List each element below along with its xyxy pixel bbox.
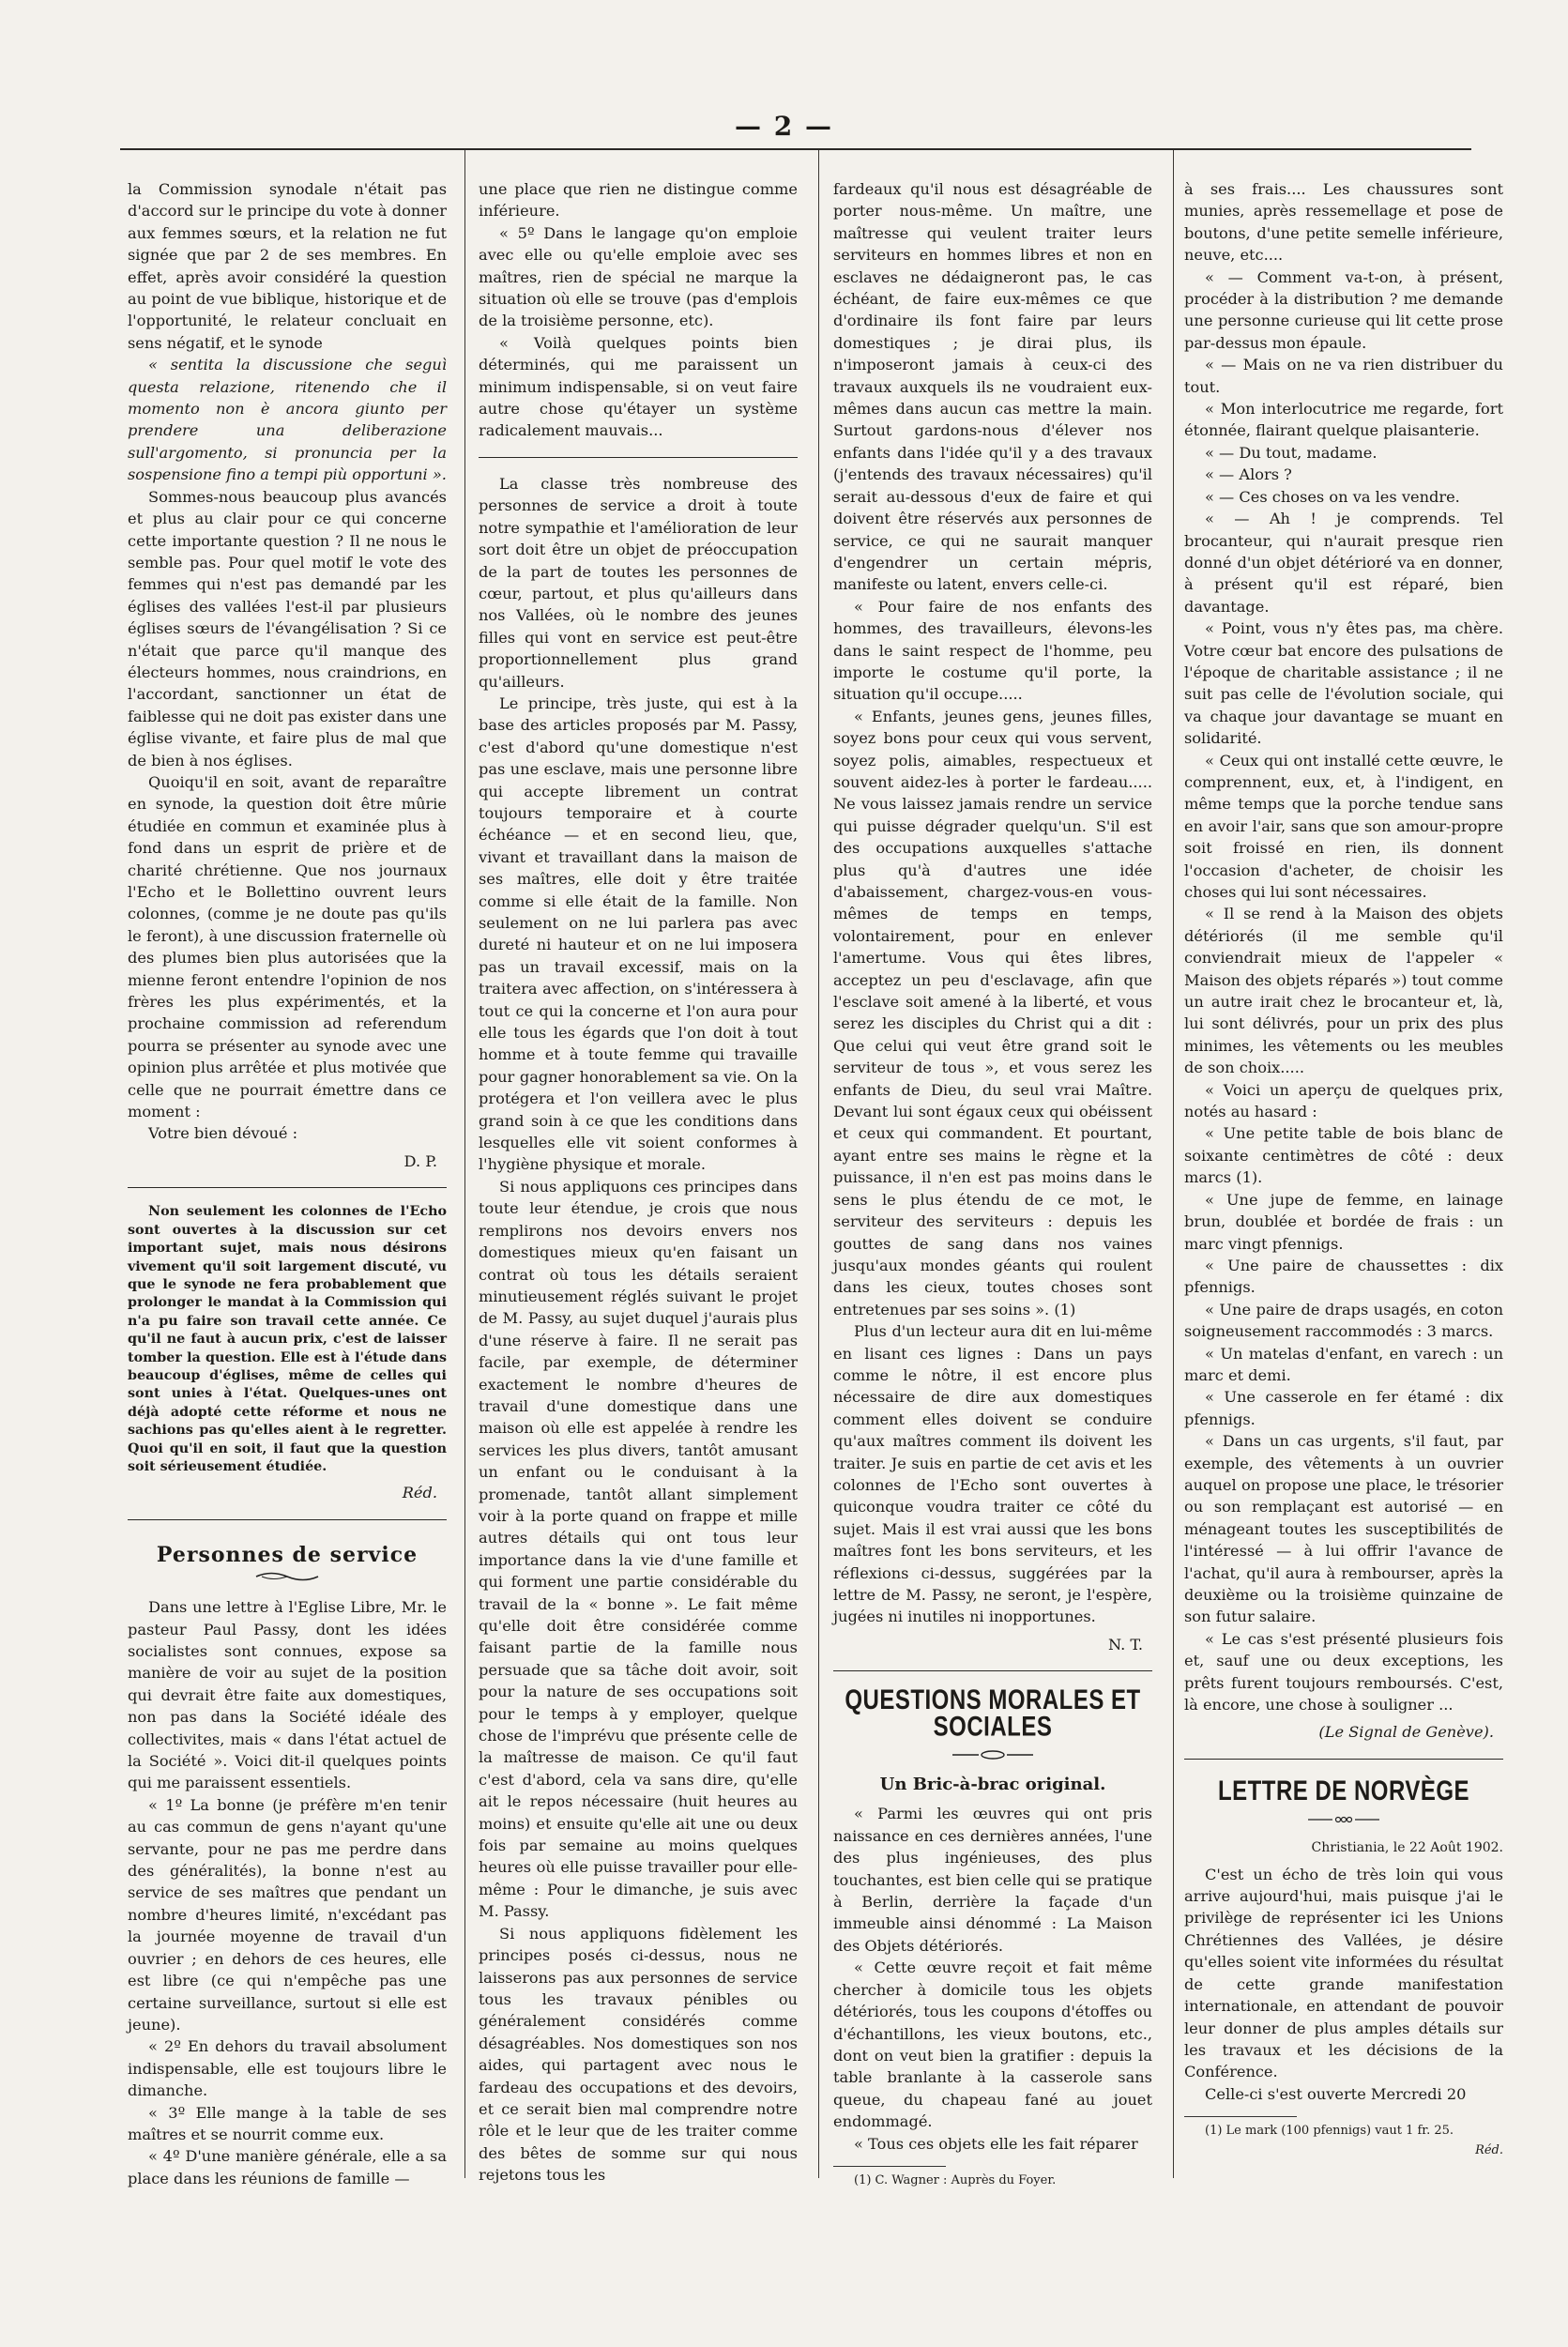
page-number: — 2 — (735, 111, 833, 142)
separator (128, 1187, 447, 1188)
paragraph: « Dans un cas urgents, s'il faut, par exemple, des vêtements à un ouvrier auquel on propose une place, le trésorier ou son remplaçant est autorisé — en ménageant toutes les susceptibilités de l'intéressé — à lui offrir l'avance de l'achat, qu'il aura à rembourser, après la deuxième ou la troisième quinzaine de son futur salaire. (1184, 1432, 1503, 1626)
paragraph: « Pour faire de nos enfants des hommes, des travailleurs, élevons-les dans le saint respect de l'homme, peu importe le costume qu'il porte, la situation qu'il occupe..... (833, 597, 1152, 704)
price-item: « Une petite table de bois blanc de soixante centimètres de côté : deux marcs (1). (1184, 1124, 1503, 1187)
footnote-rule (833, 2166, 946, 2167)
paragraph: fardeaux qu'il nous est désagréable de porter nous-même. Un maître, une maîtresse qui veulent traiter leurs serviteurs en hommes libres et non en esclaves ne dédaigneront pas, le cas échéant, de faire eux-mêmes ce que d'ordinaire ils font faire par leurs domestiques ; je dirai plus, ils n'imposeront jamais à ceux-ci des travaux auxquels ils ne voudraient eux-mêmes dans aucun cas mettre la main. Surtout gardons-nous d'élever nos enfants dans l'idée qu'il y a des travaux (j'entends des travaux nécessaires) qu'il serait au-dessous d'eux de faire et qui doivent être réservés aux personnes de service, ce qui ne saurait manquer d'engendrer un certain mépris, manifeste ou latent, envers celle-ci. (833, 180, 1152, 594)
section-title: QUESTIONS MORALES ET SOCIALES (845, 1684, 1141, 1744)
paragraph: « — Du tout, madame. (1205, 443, 1378, 462)
paragraph: Si nous appliquons ces principes dans toute leur étendue, je crois que nous remplirons nos devoirs envers nos domestiques mieux qu'en faisant un contrat où tous les détails seraient minutieusement réglés suivant le projet de M. Passy, au sujet duquel j'aurais plus d'une réserve à faire. Il ne serait pas facile, par exemple, de déterminer exactement le nombre d'heures de travail d'une domestique dans une maison où elle est appelée à rendre les services les plus divers, tantôt amusant un enfant ou le conduisant à la promenade, tantôt allant simplement voir à la porte quand on frappe et mille autres détails qui ont tous leur importance dans la vie d'une famille et qui forment une partie considérable du travail de la « bonne ». Le fait même qu'elle doit être considérée comme faisant partie de la famille nous persuade que sa tâche doit avoir, soit pour la nature de ses occupations soit pour le temps à y employer, quelque chose de l'imprévu que présente celle de la maîtresse de maison. Ce qu'il faut c'est d'abord, cela va sans dire, qu'elle ait le repos nécessaire (huit heures au moins) et ensuite qu'elle ait une ou deux fois par semaine au moins quelques heures où elle puisse travailler pour elle-même : Pour le dimanche, je suis avec M. Passy. (479, 1177, 798, 1921)
price-item: « Une paire de chaussettes : dix pfennigs. (1184, 1256, 1503, 1297)
footnote-rule (1184, 2116, 1297, 2117)
paragraph: « — Mais on ne va rien distribuer du tout. (1184, 356, 1503, 396)
note-signature: Réd. (402, 1484, 437, 1502)
paragraph: Dans une lettre à l'Eglise Libre, Mr. le pasteur Paul Passy, dont les idées socialistes sont connues, expose sa manière de voir au sujet de la position qui devrait être faite aux domestiques, non pas dans la Société idéale des collectivites, mais « dans l'état actuel de la Société ». Voici dit-il quelques points qui me paraissent essentiels. (128, 1598, 447, 1792)
paragraph: à ses frais.... Les chaussures sont munies, après ressemellage et pose de boutons, d'une petite semelle inférieure, neuve, etc.... (1184, 180, 1503, 265)
separator (128, 1519, 447, 1520)
separator (1184, 1759, 1503, 1760)
paragraph: « — Comment va-t-on, à présent, procéder à la distribution ? me demande une personne curieuse qui lit cette prose par-dessus mon épaule. (1184, 267, 1503, 352)
paragraph: « — Ah ! je comprends. Tel brocanteur, qui n'aurait presque rien donné d'un objet détérioré va en donner, à présent qu'il est réparé, bien davantage. (1184, 510, 1503, 616)
paragraph: « Enfants, jeunes gens, jeunes filles, soyez bons pour ceux qui vous servent, soyez polis, aimables, respectueux et souvent aidez-les à porter le fardeau..... Ne vous laissez jamais rendre un service qui puisse dégrader quelqu'un. S'il est des occupations auxquelles s'attache plus qu'à d'autres une idée d'abaissement, chargez-vous-en vous-mêmes de temps en temps, volontairement, pour en enlever l'amertume. Vous qui êtes libres, acceptez un peu d'esclavage, afin que l'esclave soit amené à la liberté, et vous serez les disciples du Christ qui a dit : Que celui qui veut être grand soit le serviteur de tous », et vous serez les enfants de Dieu, du seul vrai Maître. Devant lui sont égaux ceux qui obéissent et ceux qui commandent. Et pourtant, ayant entre ses mains le règne et la puissance, il n'en est pas moins dans le sens le plus étendu de ce mot, le serviteur des serviteurs : depuis les gouttes de sang dans nos vaines jusqu'aux mondes géants qui roulent dans les cieux, toutes choses sont entretenues par ses soins ». (1) (833, 707, 1152, 1318)
paragraph: Celle-ci s'est ouverte Mercredi 20 (1205, 2084, 1467, 2103)
signature: N. T. (1108, 1635, 1143, 1654)
column-3 (833, 178, 1152, 2187)
editor-note: Non seulement les colonnes de l'Echo sont ouvertes à la discussion sur cet important sujet, mais nous désirons vivement qu'il soit largement discuté, vu que le synode ne fera probablement que prolonger le mandat à la Commission qui n'a pu faire son travail cette année. Ce qu'il ne faut à aucun prix, c'est de laisser tomber la question. Elle est à l'étude dans beaucoup d'églises, même de celles qui sont unies à l'état. Quelques-unes ont déjà adopté cette réforme et nous ne sachions pas qu'elles aient à le regretter. Quoi qu'il en soit, il faut que la question soit sérieusement étudiée. (128, 1204, 447, 1474)
article-subtitle: Un Bric-à-brac original. (879, 1775, 1106, 1795)
price-item: « Une jupe de femme, en lainage brun, doublée et bordée de frais : un marc vingt pfennigs. (1184, 1190, 1503, 1253)
ornament-icon (254, 1570, 320, 1583)
paragraph: « Cette œuvre reçoit et fait même chercher à domicile tous les objets détériorés, tous les coupons d'étoffes ou d'échantillons, les vieux boutons, etc., dont on veut bien la gratifier : depuis la table branlante à la casserole sans queue, du chapeau fané au jouet endommagé. (833, 1958, 1152, 2131)
footnote-signature: Réd. (1475, 2143, 1503, 2158)
section-title: Personnes de service (156, 1542, 419, 1567)
ornament-icon (1306, 1815, 1381, 1824)
paragraph: Quoiqu'il en soit, avant de reparaître en synode, la question doit être mûrie étudiée en commun et examinée plus à fond dans un esprit de prière et de charité chrétienne. Que nos journaux l'Echo et le Bollettino ouvrent leurs colonnes, (comme je ne doute pas qu'ils le feront), à une discussion fraternelle où des plumes bien plus autorisées que la mienne feront entendre l'opinion de nos frères les plus expérimentés, et la prochaine commission ad referendum pourra se présenter au synode avec une opinion plus arrêtée et plus motivée que celle que ne pourrait émettre dans ce moment : (128, 772, 447, 1121)
paragraph: « Tous ces objets elle les fait réparer (854, 2134, 1138, 2153)
paragraph: « Mon interlocutrice me regarde, fort étonnée, flairant quelque plaisanterie. (1184, 400, 1503, 440)
paragraph: une place que rien ne distingue comme inférieure. (479, 180, 798, 221)
paragraph: « 1º La bonne (je préfère m'en tenir au cas commun de gens n'ayant qu'une servante, pour ne pas me perdre dans des généralités), la bonne n'est au service de ses maîtres que pendant un nombre d'heures limité, n'excédant pas la journée moyenne de travail d'un ouvrier ; en dehors de ces heures, elle est libre (ce qui n'empêche pas une certaine surveillance, surtout si elle est jeune). (128, 1795, 447, 2034)
separator (479, 457, 798, 458)
paragraph: C'est un écho de très loin qui vous arrive aujourd'hui, mais puisque j'ai le privilège de représenter ici les Unions Chrétiennes des Vallées, je désire qu'elles soient vite informées du résultat de cette grande manifestation internationale, en attendant de pouvoir leur donner de plus amples détails sur les travaux et les décisions de la Conférence. (1184, 1865, 1503, 2081)
price-item: « Une casserole en fer étamé : dix pfennigs. (1184, 1388, 1503, 1428)
footnote: (1) C. Wagner : Auprès du Foyer. (854, 2172, 1057, 2187)
paragraph: « 2º En dehors du travail absolument indispensable, elle est toujours libre le dimanche. (128, 2037, 447, 2100)
column-divider (1173, 150, 1174, 2178)
paragraph: « 5º Dans le langage qu'on emploie avec elle ou qu'elle emploie avec ses maîtres, rien de spécial ne marque la situation où elle se trouve (pas d'emplois de la troisième personne, etc). (479, 223, 798, 330)
paragraph: « Voici un aperçu de quelques prix, notés au hasard : (1184, 1080, 1503, 1121)
paragraph: Votre bien dévoué : (148, 1124, 298, 1143)
ornament-icon (951, 1749, 1035, 1760)
paragraph: « Parmi les œuvres qui ont pris naissance en ces dernières années, l'une des plus ingénieuses, des plus touchantes, est bien celle qui se pratique à Berlin, derrière la façade d'un immeuble ainsi dénommé : La Maison des Objets détériorés. (833, 1805, 1152, 1955)
column-1 (128, 178, 447, 2187)
article-source: (Le Signal de Genève). (1318, 1723, 1494, 1742)
italian-quote: « sentita la discussione che seguì questa relazione, ritenendo che il momento non è ancora giunto per prendere una deliberazione sull'argomento, si pronuncia per la sospensione fino a tempi più opportuni ». (128, 356, 447, 484)
paragraph: « 3º Elle mange à la table de ses maîtres et se nourrit comme eux. (128, 2103, 447, 2143)
paragraph: « — Ces choses on va les vendre. (1205, 487, 1460, 506)
paragraph: « Voilà quelques points bien déterminés, qui me paraissent un minimum indispensable, si on veut faire autre chose qu'étayer un système radicalement mauvais... (479, 333, 798, 440)
column-divider (818, 150, 819, 2178)
column-2 (479, 178, 798, 2185)
paragraph: « Point, vous n'y êtes pas, ma chère. Votre cœur bat encore des pulsations de l'époque de charitable assistance ; il ne suit pas celle de l'évolution sociale, qui va chaque jour davantage se muant en solidarité. (1184, 619, 1503, 748)
paragraph: « — Alors ? (1205, 465, 1292, 484)
footnote: (1) Le mark (100 pfennigs) vaut 1 fr. 25. (1205, 2124, 1454, 2139)
paragraph: La classe très nombreuse des personnes de service a droit à toute notre sympathie et l'amélioration de leur sort doit être un objet de préoccupation de la part de toutes les personnes de cœur, partout, et plus qu'ailleurs dans nos Vallées, où le nombre des jeunes filles qui vont en service est peut-être proportionnellement plus grand qu'ailleurs. (479, 474, 798, 691)
column-4 (1184, 178, 1503, 2168)
paragraph: Sommes-nous beaucoup plus avancés et plus au clair pour ce qui concerne cette importante question ? Il ne nous le semble pas. Pour quel motif le vote des femmes qui n'est pas demandé par les églises des vallées l'est-il par plusieurs églises sœurs de l'évangélisation ? Si ce n'était que parce qu'il manque des électeurs hommes, nous craindrions, en l'accordant, sanctionner un état de faiblesse qui ne doit pas exister dans une église vivante, et faire plus de mal que de bien à nos églises. (128, 487, 447, 770)
paragraph: « Le cas s'est présenté plusieurs fois et, sauf une ou deux exceptions, les prêts furent toujours remboursés. C'est, là encore, une chose à souligner ... (1184, 1629, 1503, 1715)
section-title: LETTRE DE NORVÈGE (1217, 1775, 1470, 1807)
separator (833, 1670, 1152, 1671)
paragraph: Le principe, très juste, qui est à la base des articles proposés par M. Passy, c'est d'abord qu'une domestique n'est pas une esclave, mais une personne libre qui accepte librement un contrat toujours temporaire et à courte échéance — et en second lieu, que, vivant et travaillant dans la maison de ses maîtres, elle doit y être traitée comme si elle était de la famille. Non seulement on ne lui parlera pas avec dureté ni hauteur et on ne lui imposera pas un travail excessif, mais on la traitera avec affection, on s'intéressera à tout ce qui la concerne et l'on aura pour elle tous les égards que l'on doit à tout homme et à toute femme qui travaille pour gagner honorablement sa vie. On la protégera et l'on veillera avec le plus grand soin à ce que les conditions dans lesquelles elle vit soient conformes à l'hygiène physique et morale. (479, 693, 798, 1174)
header-rule (120, 148, 1471, 150)
paragraph: Si nous appliquons fidèlement les principes posés ci-dessus, nous ne laisserons pas aux personnes de service tous les travaux pénibles ou généralement considérés comme désagréables. Nos domestiques son nos aides, qui partagent avec nous le fardeau des occupations et des devoirs, et ce serait bien mal comprendre notre rôle et le leur que de les traiter comme des bêtes de somme sur qui nous rejetons tous les (479, 1924, 798, 2185)
paragraph: « Il se rend à la Maison des objets détériorés (il me semble qu'il conviendrait mieux de l'appeler « Maison des objets réparés ») tout comme un autre irait chez le brocanteur et, là, lui sont délivrés, pour un prix des plus minimes, les vêtements ou les meubles de son choix..... (1184, 905, 1503, 1077)
paragraph: « 4º D'une manière générale, elle a sa place dans les réunions de famille — (128, 2147, 447, 2187)
paragraph: Plus d'un lecteur aura dit en lui-même en lisant ces lignes : Dans un pays comme le nôtre, il est encore plus nécessaire de dire aux domestiques comment elles doivent se conduire qu'aux maîtres comment ils doivent les traiter. Je suis en partie de cet avis et les colonnes de l'Echo sont ouvertes à quiconque voudra traiter ce côté du sujet. Mais il est vrai aussi que les bons maîtres font les bons serviteurs, et les réflexions ci-dessus, suggérées par la lettre de M. Passy, ne seront, je l'espère, jugées ni inutiles ni inopportunes. (833, 1322, 1152, 1626)
paragraph: « Ceux qui ont installé cette œuvre, le comprennent, eux, et, à l'indigent, en même temps que la porche tendue sans en avoir l'air, sans que son amour-propre soit froissé en rien, ils donnent l'occasion d'acheter, de choisir les choses qui lui sont nécessaires. (1184, 751, 1503, 901)
signature: D. P. (403, 1151, 437, 1170)
column-divider (464, 150, 465, 2178)
price-item: « Une paire de draps usagés, en coton soigneusement raccommodés : 3 marcs. (1184, 1300, 1503, 1341)
dateline: Christiania, le 22 Août 1902. (1311, 1840, 1503, 1856)
price-item: « Un matelas d'enfant, en varech : un marc et demi. (1184, 1344, 1503, 1384)
paragraph: la Commission synodale n'était pas d'accord sur le principe du vote à donner aux femmes sœurs, et la relation ne fut signée que par 2 de ses membres. En effet, après avoir considéré la question au point de vue biblique, historique et de l'opportunité, le relateur concluait en sens négatif, et le synode (128, 180, 447, 352)
